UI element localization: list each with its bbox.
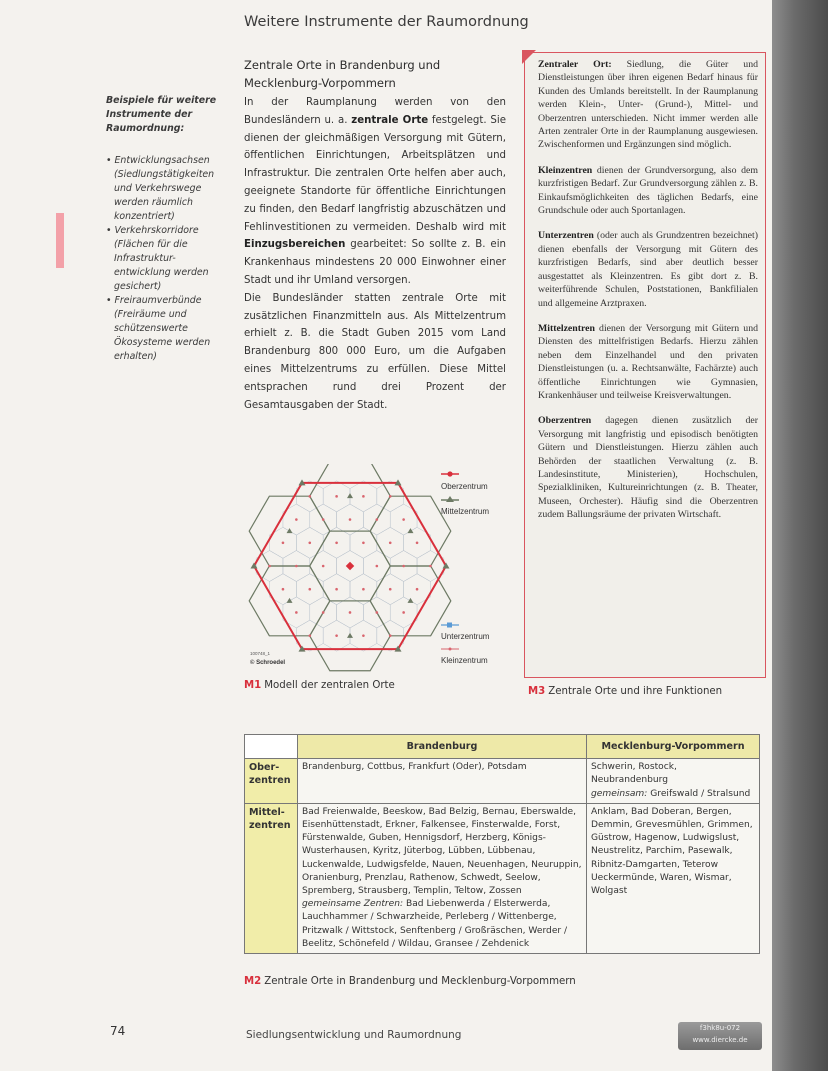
m2-caption bbox=[244, 976, 576, 987]
kleinzentrum-dot bbox=[402, 565, 405, 568]
m3-entry-oberzentren bbox=[538, 414, 758, 521]
cell-mittel-bb bbox=[298, 803, 587, 953]
m2-caption-text: Zentrale Orte in Brandenburg und Mecklenburg-Vorpommern bbox=[264, 976, 576, 987]
table-row-oberzentren bbox=[245, 759, 760, 804]
body-text bbox=[244, 94, 506, 414]
diagram-credit: © Schroedel bbox=[250, 660, 286, 666]
table-corner bbox=[245, 735, 298, 759]
central-places-table bbox=[244, 734, 760, 954]
margin-marker bbox=[56, 213, 64, 268]
kleinzentrum-dot bbox=[295, 518, 298, 521]
m3-corner-mark bbox=[522, 50, 536, 64]
kleinzentrum-dot bbox=[335, 588, 338, 591]
kleinzentrum-dot bbox=[335, 495, 338, 498]
m3-def: dagegen dienen zusätzlich der Versorgung mit langfristig und episodisch benötigten Gütern und Dienstleistungen. Hierzu zählen auch Behörden der staatlichen Verwaltung (z. B. Landesinstitute, Ministerien), Hochschulen, Spezialkliniken, Kultureinrichtungen (z. B. Theater, Museen, Orchester). Häufig sind die Oberzentren zudem Ballungsräume der privaten Wirtschaft. bbox=[538, 415, 758, 521]
p1-text-e: gearbeitet: So sollte z. B. ein Krankenhaus mindestens 20 000 Einwohner einer Stadt und ihr Umland versorgen. bbox=[244, 239, 506, 286]
m3-term: Mittelzentren bbox=[538, 322, 595, 334]
legend-oberzentrum: Oberzentrum bbox=[441, 482, 488, 491]
legend-unterzentrum: Unterzentrum bbox=[441, 632, 490, 641]
ober-mv-list: Schwerin, Rostock, Neubrandenburg bbox=[591, 762, 677, 786]
kleinzentrum-dot bbox=[335, 541, 338, 544]
footer-chapter: Siedlungsentwicklung und Raumordnung bbox=[246, 1029, 462, 1041]
book-edge bbox=[772, 0, 828, 1071]
sidebar-item-entwicklungsachsen: • Entwicklungsachsen (Siedlungstätigkeiten und Verkehrswege werden räumlich konzentriert) bbox=[106, 155, 215, 222]
p1-text-c: festgelegt. Sie dienen der gleichmäßigen Versorgung mit Gütern, öffentlichen Einrichtungen, Arbeitsplätzen und Infrastruktur. Die zentralen Orte helfen aber auch, geeignete Standorte für öffentliche Einrichtungen zu finden, den Bedarf langfristig abzuschätzen und Fehlinvestitionen zu vermeiden. Deshalb wird mit bbox=[244, 114, 506, 233]
kleinzentrum-dot bbox=[376, 611, 379, 614]
cell-ober-bb: Brandenburg, Cottbus, Frankfurt (Oder), Potsdam bbox=[298, 759, 587, 804]
kleinzentrum-dot bbox=[362, 495, 365, 498]
page-title: Weitere Instrumente der Raumordnung bbox=[244, 14, 529, 30]
m3-term: Kleinzentren bbox=[538, 164, 593, 176]
mittelzentrum-marker bbox=[287, 528, 293, 533]
paragraph-1 bbox=[244, 94, 506, 290]
m3-entry-zentraler-ort bbox=[538, 58, 758, 152]
kleinzentrum-dot bbox=[416, 588, 419, 591]
mittel-bb-label: gemeinsame Zentren: bbox=[302, 899, 404, 910]
diagram-code: 100748_1 bbox=[250, 651, 271, 656]
online-code-badge[interactable] bbox=[678, 1022, 762, 1050]
kleinzentrum-dot bbox=[322, 518, 325, 521]
m3-caption-id: M3 bbox=[528, 686, 546, 697]
row-head-oberzentren: Ober-zentren bbox=[245, 759, 298, 804]
mittelzentrum-marker bbox=[287, 598, 293, 603]
mittelzentrum-marker bbox=[407, 528, 413, 533]
m1-caption-text: Modell der zentralen Orte bbox=[264, 680, 395, 691]
m3-def: Siedlung, die Güter und Dienstleistungen über ihren eigenen Bedarf hinaus für Kunden des Umlands bereitstellt. In der Raumplanung werden Klein-, Unter- (Grund-), Mittel- und Oberzentren unterschieden. Nicht immer werden alle Arten zentraler Orte in der Raumplanung ausgewiesen. Zwischenformen und Ergänzungen sind möglich. bbox=[538, 59, 758, 151]
kleinzentrum-dot bbox=[429, 565, 432, 568]
kleinzentrum-dot bbox=[295, 611, 298, 614]
m3-term: Oberzentren bbox=[538, 415, 592, 427]
badge-code: f3hk8u-072 bbox=[699, 1024, 741, 1032]
mittelzentrum-legend-icon bbox=[446, 496, 454, 502]
paragraph-2: Die Bundesländer statten zentrale Orte mit zusätzlichen Finanzmitteln aus. Als Mittelzentrum erhielt z. B. die Stadt Guben 2015 vom Land Brandenburg 800 000 Euro, um die Aufgaben eines Mittelzentrums zu erfüllen. Diese Mittel entsprachen rund drei Prozent der Gesamtausgaben der Stadt. bbox=[244, 292, 506, 411]
kleinzentrum-dot bbox=[282, 541, 285, 544]
kleinzentrum-dot bbox=[308, 495, 311, 498]
kleinzentrum-dot bbox=[389, 634, 392, 637]
unterzentrum-legend-icon bbox=[447, 623, 452, 628]
page-number: 74 bbox=[110, 1024, 126, 1038]
kleinzentrum-dot bbox=[349, 518, 352, 521]
m3-caption bbox=[528, 686, 722, 697]
kleinzentrum-dot bbox=[322, 565, 325, 568]
kleinzentrum-dot bbox=[362, 634, 365, 637]
m3-def: (oder auch als Grundzentren bezeichnet) dienen ebenfalls der Versorgung mit Gütern des kurzfristigen Bedarfs, sind aber deutlich besser ausgestattet als Kleinzentren. Es gibt dort z. B. weiterführende Schulen, Poststationen, Bankfilialen und allgemeine Arztpraxen. bbox=[538, 230, 758, 309]
m3-entry-unterzentren bbox=[538, 229, 758, 309]
m3-term: Unterzentren bbox=[538, 230, 594, 242]
m3-caption-text: Zentrale Orte und ihre Funktionen bbox=[548, 686, 723, 697]
kleinzentrum-dot bbox=[389, 588, 392, 591]
col-mecklenburg-vorpommern: Mecklenburg-Vorpommern bbox=[587, 735, 760, 759]
mittel-bb-shared: Bad Liebenwerda / Elsterwerda, Lauchhammer / Schwarzheide, Perleberg / Wittenberge, Pritzwalk / Wittstock, Senftenberg / Großräschen, Werder / Beelitz, Schönefeld / Wildau, Gransee / Zehdenick bbox=[302, 899, 568, 949]
mittelzentrum-marker bbox=[347, 633, 353, 638]
mittel-bb-list: Bad Freienwalde, Beeskow, Bad Belzig, Bernau, Eberswalde, Eisenhüttenstadt, Erkner, Falkensee, Finsterwalde, Forst, Fürstenwalde, Guben, Hennigsdorf, Herzberg, Königs-Wusterhausen, Kyritz, Jüterbog, Lübben, Lübbenau, Luckenwalde, Ludwigsfelde, Nauen, Neuenhagen, Neuruppin, Oranienburg, Prenzlau, Rathenow, Schwedt, Seelow, Spremberg, Strausberg, Templin, Teltow, Zossen bbox=[302, 806, 582, 897]
table-header-row bbox=[245, 735, 760, 759]
kleinzentrum-dot bbox=[402, 611, 405, 614]
m3-entry-mittelzentren bbox=[538, 322, 758, 402]
kleinzentrum-dot bbox=[362, 541, 365, 544]
kleinzentrum-dot bbox=[268, 565, 271, 568]
sidebar-examples bbox=[106, 94, 226, 364]
badge-url: www.diercke.de bbox=[692, 1036, 748, 1044]
m3-definitions bbox=[538, 58, 758, 534]
m2-caption-id: M2 bbox=[244, 976, 262, 987]
term-zentrale-orte: zentrale Orte bbox=[351, 114, 429, 126]
kleinzentrum-dot bbox=[282, 588, 285, 591]
ober-mv-label: gemeinsam: bbox=[591, 788, 648, 799]
kleinzentrum-dot bbox=[376, 518, 379, 521]
m3-term: Zentraler Ort: bbox=[538, 59, 612, 70]
kleinzentrum-legend-icon bbox=[449, 648, 452, 651]
legend-mittelzentrum: Mittelzentrum bbox=[441, 507, 490, 516]
m3-entry-kleinzentren bbox=[538, 164, 758, 218]
cell-mittel-mv: Anklam, Bad Doberan, Bergen, Demmin, Grevesmühlen, Grimmen, Güstrow, Hagenow, Ludwigslust, Neustrelitz, Parchim, Pasewalk, Ribnitz-Damgarten, Teterow Ueckermünde, Waren, Wismar, Wolgast bbox=[587, 803, 760, 953]
kleinzentrum-dot bbox=[295, 565, 298, 568]
kleinzentrum-dot bbox=[416, 541, 419, 544]
central-places-model-diagram bbox=[244, 464, 524, 674]
sidebar-item-freiraumverbuende: • Freiraumverbünde (Freiräume und schützenswerte Ökosysteme werden erhalten) bbox=[106, 295, 211, 362]
sidebar-item-verkehrskorridore: • Verkehrskorridore (Flächen für die Infrastruktur-entwicklung werden gesichert) bbox=[106, 225, 209, 292]
kleinzentrum-dot bbox=[389, 541, 392, 544]
m1-caption-id: M1 bbox=[244, 680, 262, 691]
kleinzentrum-dot bbox=[349, 611, 352, 614]
cell-ober-mv bbox=[587, 759, 760, 804]
table-row-mittelzentren bbox=[245, 803, 760, 953]
kleinzentrum-dot bbox=[308, 634, 311, 637]
oberzentrum-marker bbox=[346, 562, 354, 570]
p1-text-a: In der Raumplanung werden von den Bundesländern u. a. bbox=[244, 97, 506, 126]
section-heading: Zentrale Orte in Brandenburg und Mecklenburg-Vorpommern bbox=[244, 58, 441, 90]
sidebar-heading: Beispiele für weitere Instrumente der Raumordnung: bbox=[106, 95, 217, 134]
sidebar-list bbox=[106, 154, 226, 364]
kleinzentrum-dot bbox=[389, 495, 392, 498]
kleinzentrum-dot bbox=[402, 518, 405, 521]
m3-def: dienen der Versorgung mit Gütern und Diensten des mittelfristigen Bedarfs. Hierzu zählen neben dem Einzelhandel und den privaten Dienstleistungen (u. a. Rechtsanwälte, Fachärzte) auch öffentliche Einrichtungen wie Gymnasien, Krankenhäuser und teilweise Kreisverwaltungen. bbox=[538, 322, 758, 401]
oberzentrum-legend-icon bbox=[447, 471, 452, 476]
kleinzentrum-dot bbox=[362, 588, 365, 591]
legend-kleinzentrum: Kleinzentrum bbox=[441, 656, 488, 665]
m3-def: dienen der Grundversorgung, also dem kurzfristigen Bedarf. Zur Grundversorgung zählen z. B. Einkaufsmöglichkeiten des täglichen Bedarfs, eine Grundschule oder auch Sportanlagen. bbox=[538, 164, 758, 217]
kleinzentrum-dot bbox=[308, 541, 311, 544]
ober-mv-shared: Greifswald / Stralsund bbox=[647, 788, 751, 799]
kleinzentrum-dot bbox=[322, 611, 325, 614]
kleinzentrum-dot bbox=[308, 588, 311, 591]
term-einzugsbereiche: Einzugsbereichen bbox=[244, 239, 346, 251]
row-head-mittelzentren: Mittel-zentren bbox=[245, 803, 298, 953]
m1-caption bbox=[244, 680, 395, 691]
kleinzentrum-dot bbox=[376, 565, 379, 568]
col-brandenburg: Brandenburg bbox=[298, 735, 587, 759]
mittelzentrum-marker bbox=[347, 493, 353, 498]
mittelzentrum-marker bbox=[407, 598, 413, 603]
kleinzentrum-dot bbox=[335, 634, 338, 637]
